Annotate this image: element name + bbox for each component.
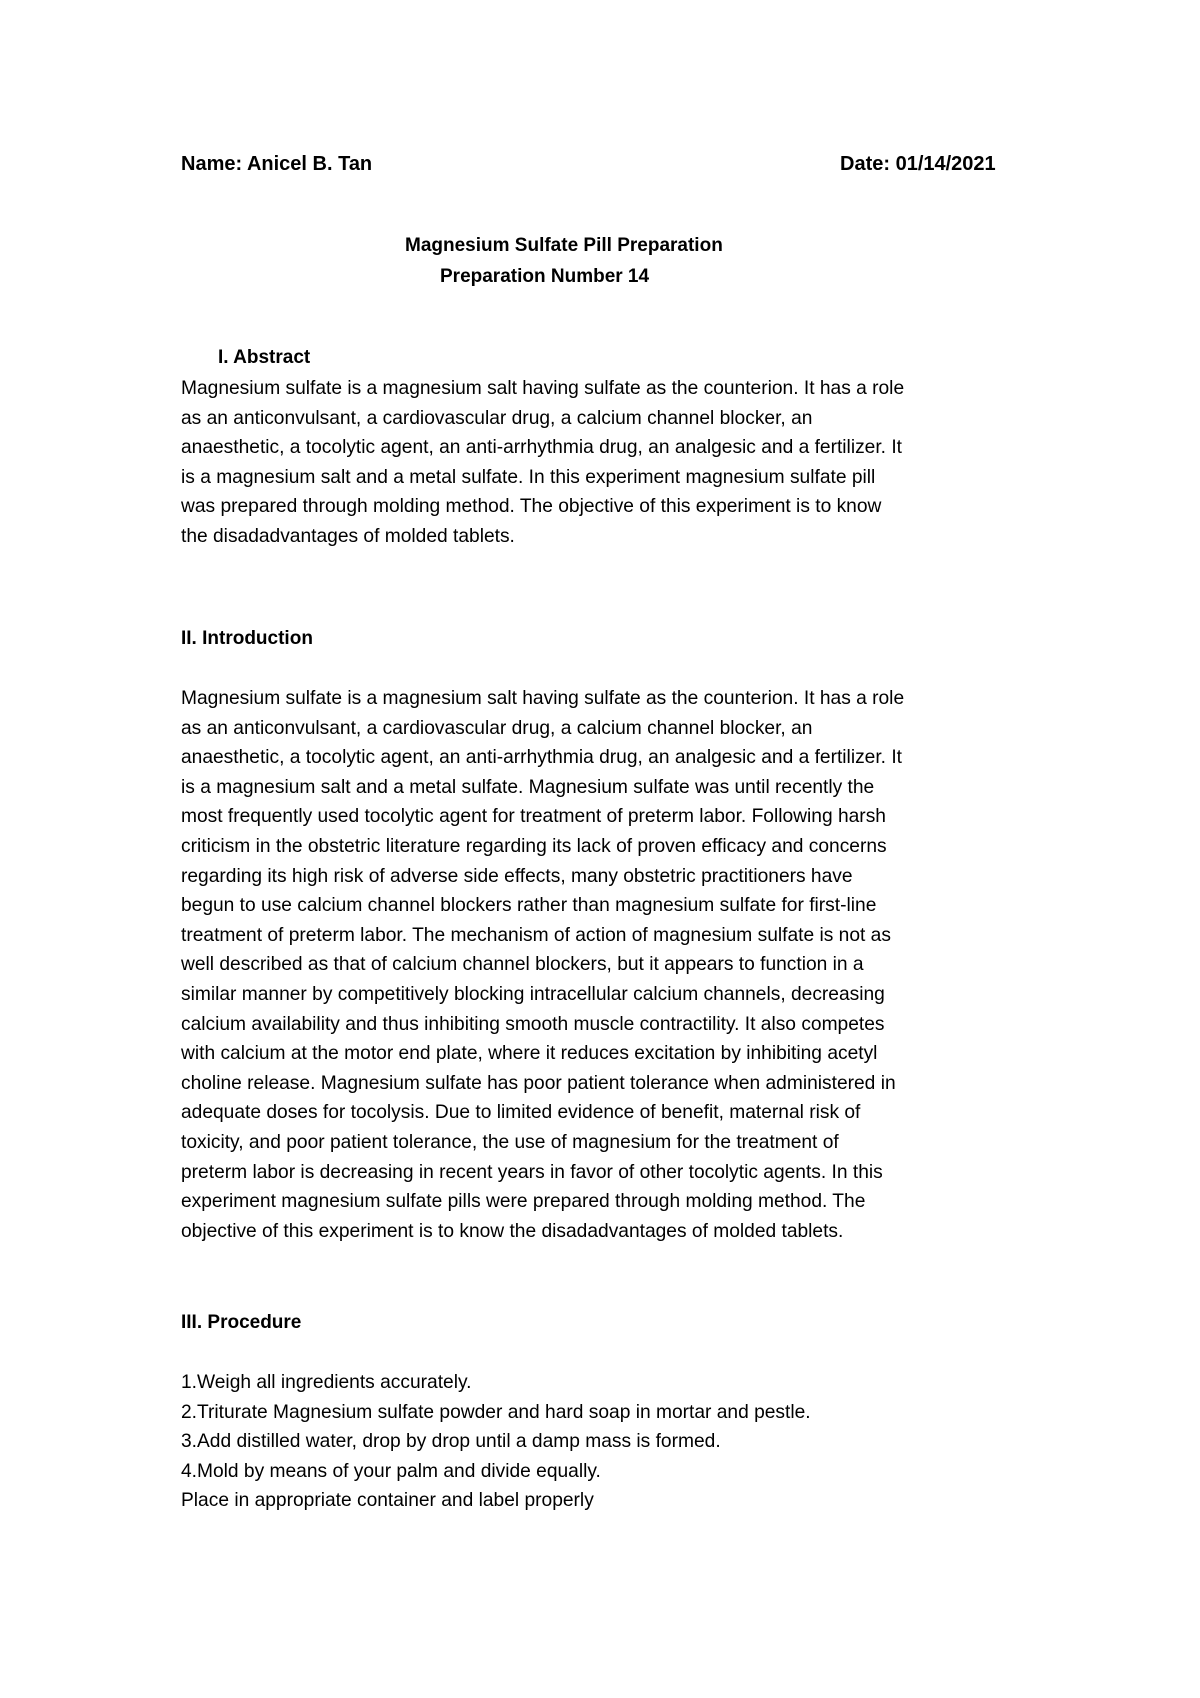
introduction-line: anaesthetic, a tocolytic agent, an anti-arrhythmia drug, an analgesic and a fertilizer. It — [181, 747, 903, 769]
abstract-heading: I. Abstract — [218, 347, 311, 368]
introduction-line: well described as that of calcium channel blockers, but it appears to function in a — [181, 954, 864, 976]
introduction-line: most frequently used tocolytic agent for treatment of preterm labor. Following harsh — [181, 806, 886, 828]
introduction-line: choline release. Magnesium sulfate has poor patient tolerance when administered in — [181, 1072, 896, 1094]
procedure-step: 1.Weigh all ingredients accurately. — [181, 1372, 472, 1393]
introduction-line: adequate doses for tocolysis. Due to limited evidence of benefit, maternal risk of — [181, 1102, 861, 1124]
procedure-step: 3.Add distilled water, drop by drop until a damp mass is formed. — [181, 1431, 721, 1453]
student-name: Name: Anicel B. Tan — [181, 153, 373, 175]
introduction-line: is a magnesium salt and a metal sulfate. Magnesium sulfate was until recently the — [181, 776, 875, 798]
document-title: Magnesium Sulfate Pill Preparation — [405, 235, 723, 256]
introduction-paragraph — [181, 684, 1041, 1246]
abstract-line: is a magnesium salt and a metal sulfate. In this experiment magnesium sulfate pill — [181, 466, 876, 488]
introduction-line: begun to use calcium channel blockers rather than magnesium sulfate for first-line — [181, 895, 877, 917]
abstract-line: the disadadvantages of molded tablets. — [181, 525, 515, 547]
introduction-line: Magnesium sulfate is a magnesium salt having sulfate as the counterion. It has a role — [181, 688, 905, 709]
report-date: Date: 01/14/2021 — [840, 153, 996, 175]
procedure-step: Place in appropriate container and label properly — [181, 1490, 594, 1512]
introduction-line: similar manner by competitively blocking intracellular calcium channels, decreasing — [181, 983, 885, 1005]
abstract-line: anaesthetic, a tocolytic agent, an anti-arrhythmia drug, an analgesic and a fertilizer. It — [181, 437, 903, 459]
introduction-line: as an anticonvulsant, a cardiovascular drug, a calcium channel blocker, an — [181, 717, 813, 739]
introduction-line: treatment of preterm labor. The mechanism of action of magnesium sulfate is not as — [181, 924, 891, 946]
introduction-line: preterm labor is decreasing in recent years in favor of other tocolytic agents. In this — [181, 1161, 883, 1183]
procedure-list — [181, 1368, 1041, 1516]
introduction-heading: II. Introduction — [181, 628, 313, 649]
introduction-line: calcium availability and thus inhibiting smooth muscle contractility. It also competes — [181, 1013, 885, 1035]
introduction-line: toxicity, and poor patient tolerance, the use of magnesium for the treatment of — [181, 1131, 839, 1153]
abstract-line: as an anticonvulsant, a cardiovascular drug, a calcium channel blocker, an — [181, 407, 813, 429]
introduction-line: regarding its high risk of adverse side effects, many obstetric practitioners have — [181, 865, 853, 887]
abstract-line: was prepared through molding method. The objective of this experiment is to know — [181, 496, 882, 518]
introduction-line: objective of this experiment is to know the disadadvantages of molded tablets. — [181, 1220, 844, 1242]
abstract-paragraph — [181, 374, 1041, 552]
procedure-heading: III. Procedure — [181, 1312, 302, 1333]
procedure-step: 4.Mold by means of your palm and divide equally. — [181, 1460, 601, 1482]
abstract-line: Magnesium sulfate is a magnesium salt having sulfate as the counterion. It has a role — [181, 378, 905, 399]
introduction-line: criticism in the obstetric literature regarding its lack of proven efficacy and concerns — [181, 835, 887, 857]
introduction-line: experiment magnesium sulfate pills were prepared through molding method. The — [181, 1191, 866, 1213]
introduction-line: with calcium at the motor end plate, where it reduces excitation by inhibiting acetyl — [181, 1043, 878, 1065]
procedure-step: 2.Triturate Magnesium sulfate powder and hard soap in mortar and pestle. — [181, 1401, 811, 1423]
document-subtitle: Preparation Number 14 — [440, 266, 650, 287]
